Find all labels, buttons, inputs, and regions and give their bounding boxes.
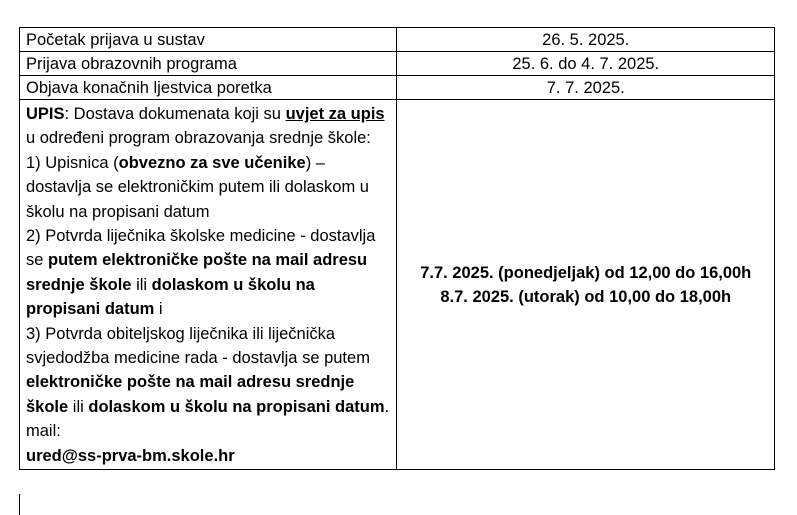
item-2-bold-visit: dolaskom u školu na propisani datum [26,275,315,319]
upis-title: UPIS [26,105,65,123]
table-row [20,52,775,76]
item-1-text: 1) Upisnica ( [26,153,119,172]
enrollment-schedule-table [19,27,775,470]
school-email: ured@ss-prva-bm.skole.hr [26,446,235,465]
upis-intro-text-2: u određeni program obrazovanja srednje škole: [26,129,371,148]
row-label: Prijava obrazovnih programa [20,52,397,76]
table-row [20,76,775,100]
row-value: 25. 6. do 4. 7. 2025. [397,52,775,76]
item-3-bold-email: elektroničke pošte na mail adresu srednje škole [26,373,355,416]
item-2-text-2: ili [131,275,152,294]
upis-description-cell [20,100,397,470]
item-2-text: 2) Potvrda liječnika školske medicine - dostavlja se [26,227,376,270]
row-value: 26. 5. 2025. [397,28,775,52]
text-cursor[interactable] [19,494,20,515]
item-3-text-3: . mail: [26,397,390,441]
upis-intro-text: : Dostava dokumenata koji su [64,105,286,123]
schedule-line-1: 7.7. 2025. (ponedjeljak) od 12,00 do 16,00h [420,263,752,282]
row-value: 7. 7. 2025. [397,76,775,100]
upis-schedule-cell [397,100,775,470]
item-3-bold-visit: dolaskom u školu na propisani datum [88,397,385,416]
item-2-bold-email: putem elektroničke pošte na mail adresu srednje škole [26,251,368,294]
row-label: Početak prijava u sustav [20,28,397,52]
table-row-upis [20,100,775,470]
schedule-line-2: 8.7. 2025. (utorak) od 10,00 do 18,00h [440,287,732,306]
item-2-text-3: i [154,300,163,319]
table-row [20,28,775,52]
upis-condition-text: uvjet za upis [285,105,385,123]
row-label: Objava konačnih ljestvica poretka [20,76,397,100]
item-1-text-2: ) – dostavlja se elektroničkim putem ili dolaskom u školu na propisani datum [26,153,369,221]
item-3-text-2: ili [68,397,89,416]
item-1-bold: obvezno za sve učenike [118,153,306,172]
item-3-text: 3) Potvrda obiteljskog liječnika ili liječnička svjedodžba medicine rada - dostavlja se putem [26,324,370,368]
